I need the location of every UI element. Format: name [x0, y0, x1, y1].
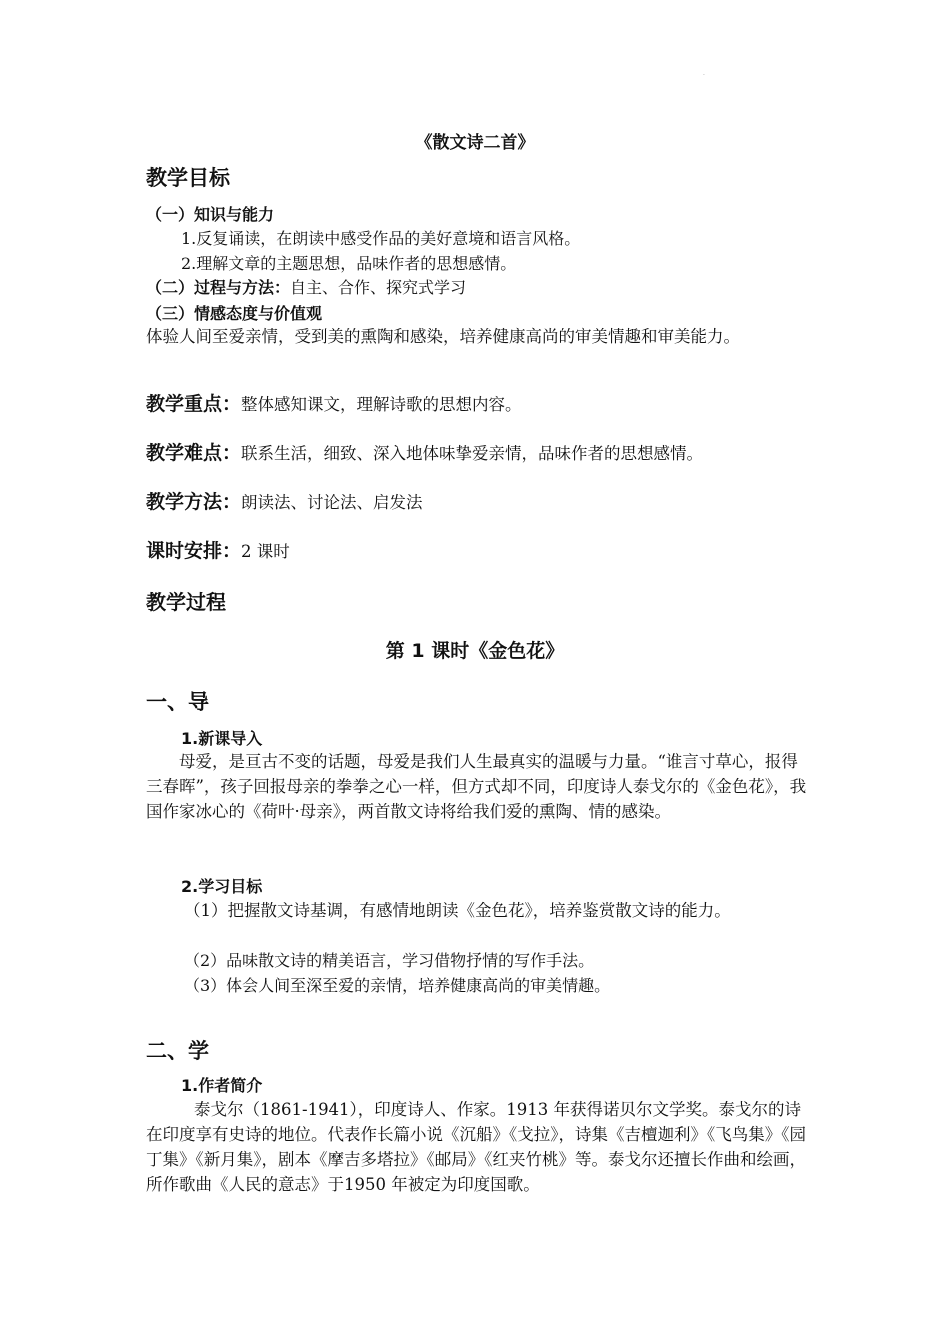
schedule-value: 2 课时 — [241, 542, 290, 561]
intro-text: 母爱，是亘古不变的话题，母爱是我们人生最真实的温暖与力量。“谁言寸草心，报得三春晖”，孩子回报母亲的拳拳之心一样，但方式却不同，印度诗人泰戈尔的《金色花》，我国作家冰心的《荷叶·母亲》，两首散文诗将给我们爱的熏陶、情的感染。 — [146, 752, 807, 821]
process-method-label: （二）过程与方法： — [146, 278, 291, 297]
process-method-value: 自主、合作、探究式学习 — [290, 278, 467, 297]
process-heading: 教学过程 — [146, 590, 226, 614]
document-title: 《散文诗二首》 — [415, 133, 535, 153]
knowledge-item-1: 1.反复诵读，在朗读中感受作品的美好意境和语言风格。 — [181, 229, 581, 248]
author-heading: 1.作者简介 — [181, 1076, 263, 1095]
methods-value: 朗读法、讨论法、启发法 — [241, 493, 423, 512]
section-learn-heading: 二、学 — [146, 1039, 209, 1063]
key-points-label: 教学重点： — [146, 393, 242, 415]
objectives-heading: 2.学习目标 — [181, 877, 263, 896]
knowledge-heading: （一）知识与能力 — [146, 205, 275, 224]
difficulties-label: 教学难点： — [146, 442, 242, 464]
schedule-line — [146, 536, 290, 563]
objective-item-1: （1）把握散文诗基调，有感情地朗读《金色花》，培养鉴赏散文诗的能力。 — [184, 901, 731, 920]
key-points-line — [146, 389, 522, 416]
goals-heading: 教学目标 — [146, 166, 230, 190]
methods-line — [146, 487, 423, 514]
objective-item-2: （2）品味散文诗的精美语言，学习借物抒情的写作手法。 — [184, 951, 595, 970]
emotion-heading: （三）情感态度与价值观 — [146, 304, 323, 323]
section-guide-heading: 一、导 — [146, 690, 209, 714]
methods-label: 教学方法： — [146, 491, 242, 513]
intro-heading: 1.新课导入 — [181, 729, 263, 748]
author-text: 泰戈尔（1861-1941），印度诗人、作家。1913 年获得诺贝尔文学奖。泰戈尔的诗在印度享有史诗的地位。代表作长篇小说《沉船》《戈拉》，诗集《吉檀迦利》《飞鸟集》《园丁集》《新月集》，剧本《摩吉多塔拉》《邮局》《红夹竹桃》等。泰戈尔还擅长作曲和绘画，所作歌曲《人民的意志》于1950 年被定为印度国歌。 — [146, 1100, 806, 1194]
schedule-label: 课时安排： — [146, 540, 242, 562]
emotion-text: 体验人间至爱亲情，受到美的熏陶和感染，培养健康高尚的审美情趣和审美能力。 — [146, 327, 740, 346]
difficulties-value: 联系生活，细致、深入地体味挚爱亲情，品味作者的思想感情。 — [241, 444, 704, 463]
key-points-value: 整体感知课文，理解诗歌的思想内容。 — [241, 395, 522, 414]
lesson1-title: 第 1 课时《金色花》 — [385, 640, 565, 662]
difficulties-line — [146, 438, 703, 465]
process-method-line — [146, 275, 466, 300]
knowledge-item-2: 2.理解文章的主题思想，品味作者的思想感情。 — [181, 254, 517, 273]
page-mark: · — [703, 72, 705, 79]
objective-item-3: （3）体会人间至深至爱的亲情，培养健康高尚的审美情趣。 — [184, 976, 611, 995]
